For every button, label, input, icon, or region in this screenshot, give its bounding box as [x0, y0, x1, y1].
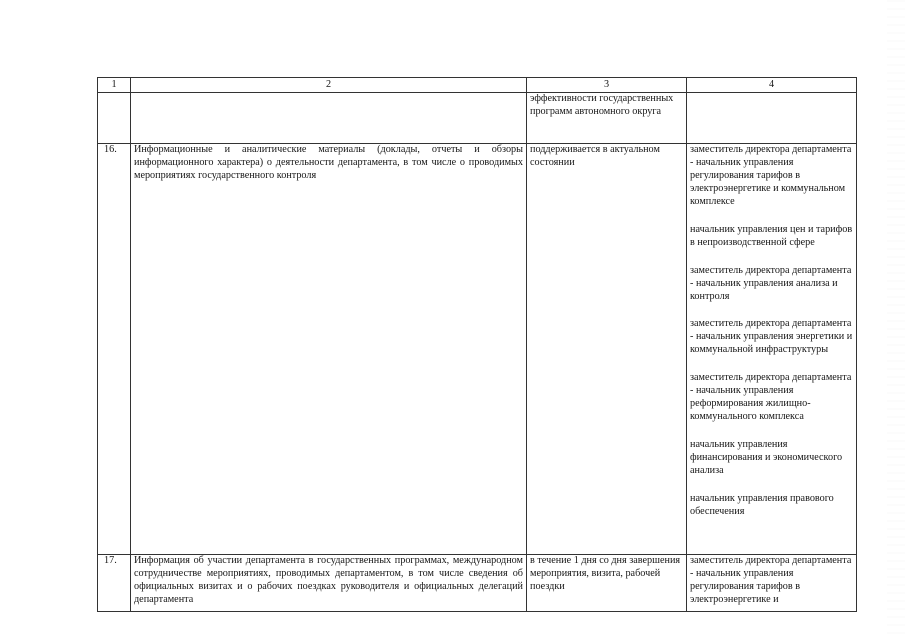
document-table — [97, 77, 857, 612]
row-deadline: поддерживается в актуальном состоянии — [527, 143, 687, 554]
responsible-item: заместитель директора департамента - начальник управления реформирования жилищно-коммунального комплекса — [690, 372, 852, 423]
row-number — [98, 92, 131, 143]
responsible-item: заместитель директора департамента - начальник управления регулирования тарифов в электроэнергетике и коммунальном комплексе — [690, 143, 852, 207]
row-content: Информация об участии департамента в государственных программах, международном сотрудничестве мероприятиях, проводимых департаментом, в том числе сведения об официальных визитах и о рабочих поездках руководителя и официальных делегаций департамента — [131, 554, 527, 611]
row-responsible — [687, 554, 857, 611]
row-responsible — [687, 92, 857, 143]
row-content: Информационные и аналитические материалы (доклады, отчеты и обзоры информационного характера) о деятельности департамента, в том числе о проводимых мероприятиях государственного контроля — [131, 143, 527, 554]
responsible-item: заместитель директора департамента - начальник управления регулирования тарифов в электроэнергетике и — [690, 554, 852, 605]
responsible-item: заместитель директора департамента - начальник управления энергетики и коммунальной инфраструктуры — [690, 318, 853, 356]
header-col-4: 4 — [687, 78, 857, 93]
row-responsible — [687, 143, 857, 554]
row-deadline: эффективности государственных программ автономного округа — [527, 92, 687, 143]
header-col-2: 2 — [131, 78, 527, 93]
responsible-item: начальник управления финансирования и экономического анализа — [690, 439, 843, 477]
header-col-1: 1 — [98, 78, 131, 93]
table-row-16 — [98, 143, 857, 554]
responsible-item: начальник управления цен и тарифов в непроизводственной сфере — [690, 223, 853, 248]
table-header-row — [98, 78, 857, 93]
header-col-3: 3 — [527, 78, 687, 93]
scan-edge-noise — [887, 0, 905, 640]
row-content — [131, 92, 527, 143]
responsible-item: заместитель директора департамента - начальник управления анализа и контроля — [690, 264, 852, 302]
table-row-17 — [98, 554, 857, 611]
row-deadline: в течение 1 дня со дня завершения мероприятия, визита, рабочей поездки — [527, 554, 687, 611]
table-row-continuation — [98, 92, 857, 143]
row-number: 17. — [98, 554, 131, 611]
responsible-item: начальник управления правового обеспечения — [690, 493, 834, 517]
row-number: 16. — [98, 143, 131, 554]
